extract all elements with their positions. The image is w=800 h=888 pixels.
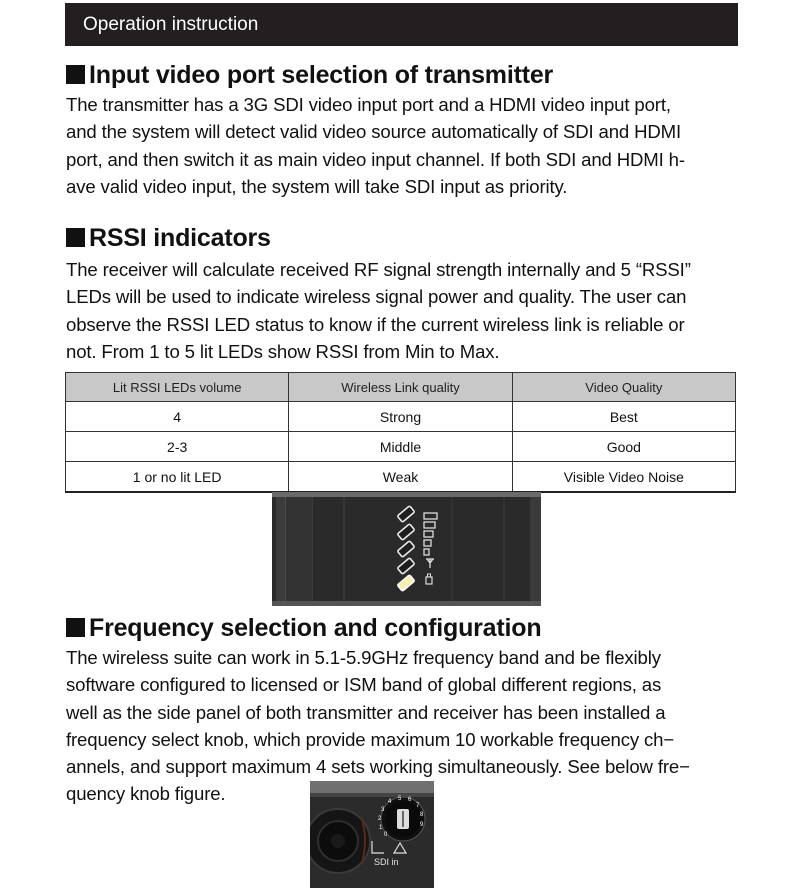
header-bar — [65, 3, 738, 46]
table-row — [66, 462, 736, 493]
table-header-cell: Lit RSSI LEDs volume — [66, 373, 289, 402]
svg-text:7: 7 — [416, 803, 420, 809]
svg-text:8: 8 — [420, 812, 424, 818]
table-header-row — [66, 373, 736, 402]
paragraph-rssi — [66, 256, 756, 365]
paragraph-line: The transmitter has a 3G SDI video input port and a HDMI video input port, — [66, 94, 671, 115]
table-cell: 2-3 — [66, 432, 289, 462]
svg-text:0: 0 — [384, 832, 388, 838]
svg-text:9: 9 — [420, 822, 424, 828]
svg-text:1: 1 — [379, 825, 383, 831]
paragraph-line: port, and then switch it as main video input channel. If both SDI and HDMI h- — [66, 148, 685, 170]
table-cell: Weak — [289, 462, 512, 493]
header-title: Operation instruction — [83, 14, 259, 35]
paragraph-line: well as the side panel of both transmitter and receiver has been installed a — [66, 701, 666, 723]
paragraph-input-video — [66, 91, 756, 200]
svg-text:4: 4 — [388, 799, 392, 805]
svg-text:5: 5 — [398, 796, 402, 802]
paragraph-line: annels, and support maximum 4 sets working simultaneously. See below fre− — [66, 756, 690, 778]
paragraph-line: The wireless suite can work in 5.1-5.9GHz frequency band and be flexibly — [66, 647, 661, 668]
paragraph-line: LEDs will be used to indicate wireless signal power and quality. The user can — [66, 286, 687, 308]
paragraph-line: frequency select knob, which provide maximum 10 workable frequency ch− — [66, 728, 675, 750]
black-square-icon — [66, 65, 85, 84]
svg-text:6: 6 — [408, 797, 412, 803]
table-header-cell: Video Quality — [512, 373, 735, 402]
rssi-led-panel-icon — [272, 492, 541, 606]
section-title-frequency: Frequency selection and configuration — [66, 614, 541, 643]
black-square-icon — [66, 618, 85, 637]
table-cell: 4 — [66, 402, 289, 432]
paragraph-line: quency knob figure. — [66, 783, 226, 805]
table-cell: Good — [512, 432, 735, 462]
paragraph-line: ave valid video input, the system will take SDI input as priority. — [66, 175, 568, 197]
section-title-rssi: RSSI indicators — [66, 224, 271, 253]
table-cell: 1 or no lit LED — [66, 462, 289, 493]
table-cell: Strong — [289, 402, 512, 432]
paragraph-line: and the system will detect valid video source automatically of SDI and HDMI — [66, 121, 682, 143]
rssi-led-panel-photo — [272, 492, 541, 606]
rssi-table — [65, 372, 736, 493]
table-row — [66, 432, 736, 462]
table-cell: Middle — [289, 432, 512, 462]
table-cell: Best — [512, 402, 735, 432]
paragraph-line: The receiver will calculate received RF signal strength internally and 5 “RSSI” — [66, 259, 691, 280]
paragraph-line: not. From 1 to 5 lit LEDs show RSSI from Min to Max. — [66, 340, 500, 362]
table-cell: Visible Video Noise — [512, 462, 735, 493]
table-row — [66, 402, 736, 432]
sdi-in-label: SDI in — [374, 857, 399, 867]
table-header-cell: Wireless Link quality — [289, 373, 512, 402]
paragraph-line: observe the RSSI LED status to know if the current wireless link is reliable or — [66, 313, 685, 335]
frequency-knob-photo — [310, 781, 434, 888]
black-square-icon — [66, 228, 85, 247]
section-title-input-video: Input video port selection of transmitter — [66, 61, 553, 90]
svg-text:2: 2 — [378, 816, 382, 822]
paragraph-line: software configured to licensed or ISM band of global different regions, as — [66, 674, 662, 696]
svg-text:3: 3 — [381, 807, 385, 813]
frequency-knob-icon — [310, 781, 434, 888]
